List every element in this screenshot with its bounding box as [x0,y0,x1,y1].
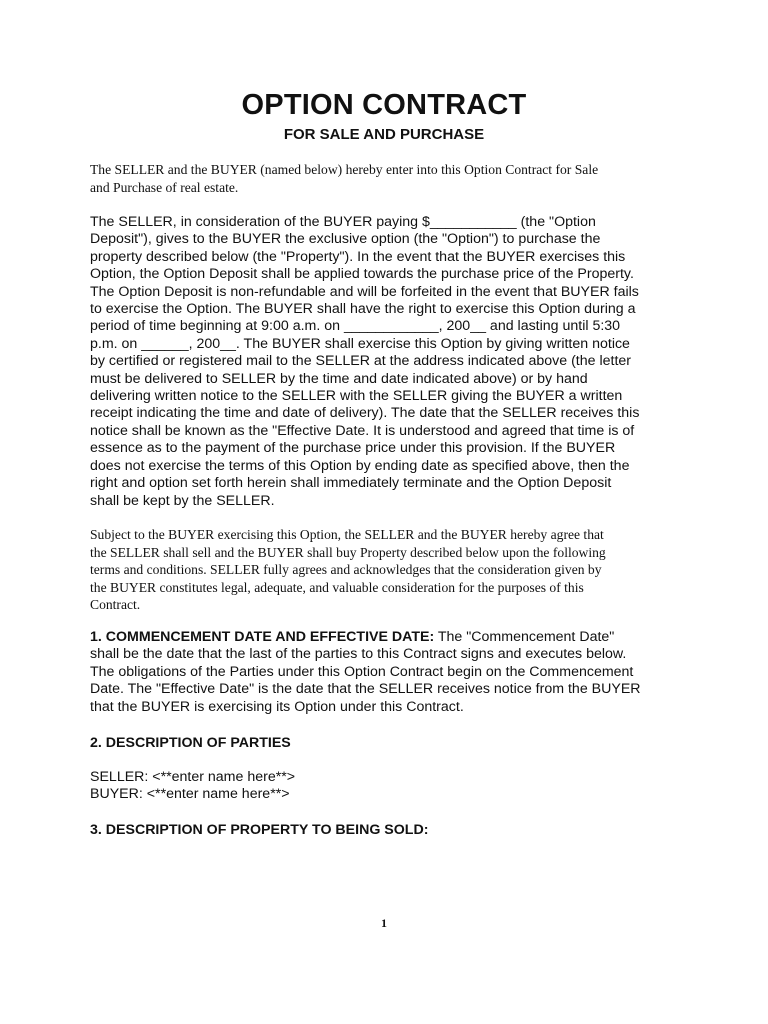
paragraph-line: Subject to the BUYER exercising this Option, the SELLER and the BUYER hereby agree that [90,527,604,542]
paragraph-line: does not exercise the terms of this Option by ending date as specified above, then the [90,457,630,474]
paragraph-line: p.m. on ______, 200__. The BUYER shall exercise this Option by giving written notice [90,335,630,352]
section-1-first-line-text: The "Commencement Date" [434,629,615,645]
paragraph-line: right and option set forth herein shall immediately terminate and the Option Deposit [90,475,612,492]
paragraph-line: the BUYER constitutes legal, adequate, and valuable consideration for the purposes of this [90,579,584,595]
paragraph-line: Contract. [90,597,141,612]
section-2-heading: 2. DESCRIPTION OF PARTIES [90,735,291,751]
paragraph-line: notice shall be known as the "Effective Date. It is understood and agreed that time is of [90,422,635,439]
paragraph-line: The Option Deposit is non-refundable and will be forfeited in the event that BUYER fails [90,283,639,300]
buyer-name-line: BUYER: <**enter name here**> [90,786,290,803]
paragraph-line: that the BUYER is exercising its Option under this Contract. [90,698,464,715]
paragraph-line: shall be kept by the SELLER. [90,492,275,509]
subject-paragraph [90,526,686,614]
paragraph-line: and Purchase of real estate. [90,179,239,195]
paragraph-line: period of time beginning at 9:00 a.m. on ____________, 200__ and lasting until 5:30 [90,318,621,335]
paragraph-line: The SELLER, in consideration of the BUYER paying $___________ (the "Option [90,214,596,230]
paragraph-line: property described below (the "Property"). In the event that the BUYER exercises this [90,248,626,265]
intro-paragraph [90,161,686,196]
paragraph-line: must be delivered to SELLER by the time and date indicated above) or by hand [90,370,588,387]
section-3-heading: 3. DESCRIPTION OF PROPERTY TO BEING SOLD: [90,822,429,838]
paragraph-line: The SELLER and the BUYER (named below) hereby enter into this Option Contract for Sale [90,162,599,177]
paragraph-line: shall be the date that the last of the parties to this Contract signs and executes below. [90,646,627,663]
paragraph-line: to exercise the Option. The BUYER shall have the right to exercise this Option during a [90,301,636,318]
paragraph-line: by certified or registered mail to the SELLER at the address indicated above (the letter [90,353,631,370]
option-paragraph [90,214,686,510]
section-1-heading: 1. COMMENCEMENT DATE AND EFFECTIVE DATE: [90,629,435,645]
paragraph-line: essence as to the payment of the purchase price under this provision. If the BUYER [90,440,616,457]
section-1-first-line [90,629,686,646]
parties-list [90,769,686,804]
document-title: OPTION CONTRACT [241,89,527,121]
paragraph-line: Option, the Option Deposit shall be applied towards the purchase price of the Property. [90,266,634,283]
paragraph-line: The obligations of the Parties under this Option Contract begin on the Commencement [90,663,634,680]
paragraph-line: receipt indicating the time and date of delivery). The date that the SELLER receives this [90,405,640,422]
paragraph-line: Deposit"), gives to the BUYER the exclusive option (the "Option") to purchase the [90,231,601,248]
paragraph-line: delivering written notice to the SELLER with the SELLER giving the BUYER a written [90,388,623,405]
seller-name-line: SELLER: <**enter name here**> [90,769,296,785]
paragraph-line: Date. The "Effective Date" is the date that the SELLER receives notice from the BUYER [90,681,641,698]
document-subtitle: FOR SALE AND PURCHASE [283,126,485,143]
paragraph-line: terms and conditions. SELLER fully agrees and acknowledges that the consideration given by [90,562,602,577]
section-1 [90,629,686,716]
paragraph-line: the SELLER shall sell and the BUYER shall buy Property described below upon the following [90,544,606,560]
page-number: 1 [381,916,387,930]
